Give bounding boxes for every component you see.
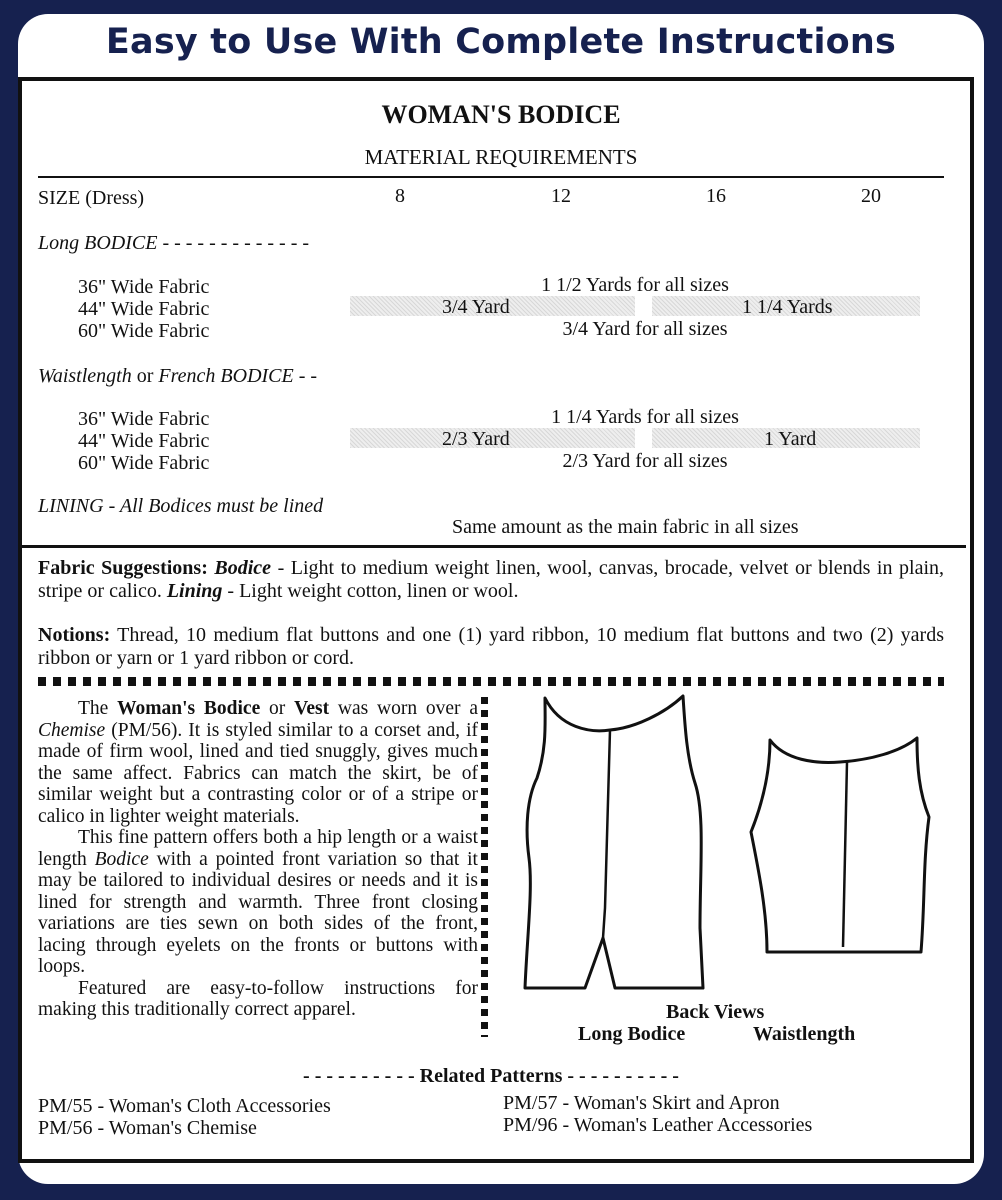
description-paragraph: This fine pattern offers both a hip length or a waist length Bodice with a pointed front variation so that it may be tailored to individual desires or needs and it is lined for strength and warmth. Three front closing variations are ties sewn on both sides of the front, lacing through eyelets on the fronts or buttons with loops. — [38, 827, 478, 977]
yardage-value: 1 1/4 Yards for all sizes — [551, 406, 739, 428]
yardage-value: 1 Yard — [764, 428, 817, 450]
yardage-value: 1 1/2 Yards for all sizes — [541, 274, 729, 296]
size-12: 12 — [551, 185, 571, 207]
long-bodice-caption: Long Bodice — [578, 1023, 686, 1045]
section-rule — [18, 545, 966, 548]
related-patterns-heading: - - - - - - - - - - Related Patterns - - - - - - - - - - — [303, 1065, 679, 1087]
dotted-divider — [38, 677, 944, 686]
fabric-label: 36" Wide Fabric — [78, 408, 210, 430]
size-8: 8 — [395, 185, 405, 207]
description — [38, 698, 478, 1021]
fabric-label: 60" Wide Fabric — [78, 452, 210, 474]
size-label: SIZE (Dress) — [38, 187, 145, 209]
waistlength-bodice-drawing — [745, 732, 935, 960]
yardage-value: 2/3 Yard — [442, 428, 510, 450]
description-paragraph: Featured are easy-to-follow instructions for making this traditionally correct apparel. — [38, 977, 478, 1020]
yardage-value: 2/3 Yard for all sizes — [562, 450, 728, 472]
section-subtitle: MATERIAL REQUIREMENTS — [364, 145, 638, 169]
notions: Notions: Thread, 10 medium flat buttons and one (1) yard ribbon, 10 medium flat buttons and two (2) yards ribbon or yarn or 1 yard ribbon or cord. — [38, 624, 944, 669]
lining-value: Same amount as the main fabric in all sizes — [452, 516, 799, 538]
related-pattern-item: PM/55 - Woman's Cloth Accessories — [38, 1095, 331, 1117]
related-pattern-item: PM/56 - Woman's Chemise — [38, 1117, 257, 1139]
long-bodice-heading: Long BODICE - - - - - - - - - - - - - — [38, 232, 310, 254]
banner-title: Easy to Use With Complete Instructions — [105, 22, 897, 62]
header-rule — [38, 176, 944, 178]
waist-bodice-heading: Waistlength or French BODICE - - — [38, 365, 318, 387]
long-bodice-drawing — [515, 688, 725, 1000]
page-title: WOMAN'S BODICE — [381, 100, 621, 129]
size-16: 16 — [706, 185, 726, 207]
back-views-heading: Back Views — [666, 1001, 765, 1023]
related-pattern-item: PM/57 - Woman's Skirt and Apron — [503, 1092, 780, 1114]
fabric-label: 44" Wide Fabric — [78, 298, 210, 320]
lining-heading: LINING - All Bodices must be lined — [38, 495, 324, 517]
yardage-value: 3/4 Yard for all sizes — [562, 318, 728, 340]
dotted-divider-vertical — [481, 697, 488, 1037]
waistlength-caption: Waistlength — [753, 1023, 856, 1045]
related-pattern-item: PM/96 - Woman's Leather Accessories — [503, 1114, 813, 1136]
description-paragraph: The Woman's Bodice or Vest was worn over a Chemise (PM/56). It is styled similar to a corset and, if made of firm wool, lined and tied snuggly, gives much the same affect. Fabrics can match the skirt, be of similar weight but a contrasting color or of a stripe or calico in lighter weight materials. — [38, 698, 478, 827]
fabric-label: 60" Wide Fabric — [78, 320, 210, 342]
fabric-suggestions: Fabric Suggestions: Bodice - Light to medium weight linen, wool, canvas, brocade, velvet or blends in plain, stripe or calico. Lining - Light weight cotton, linen or wool. — [38, 557, 944, 602]
fabric-label: 36" Wide Fabric — [78, 276, 210, 298]
yardage-value: 3/4 Yard — [442, 296, 510, 318]
size-20: 20 — [861, 185, 881, 207]
fabric-label: 44" Wide Fabric — [78, 430, 210, 452]
yardage-value: 1 1/4 Yards — [742, 296, 833, 318]
